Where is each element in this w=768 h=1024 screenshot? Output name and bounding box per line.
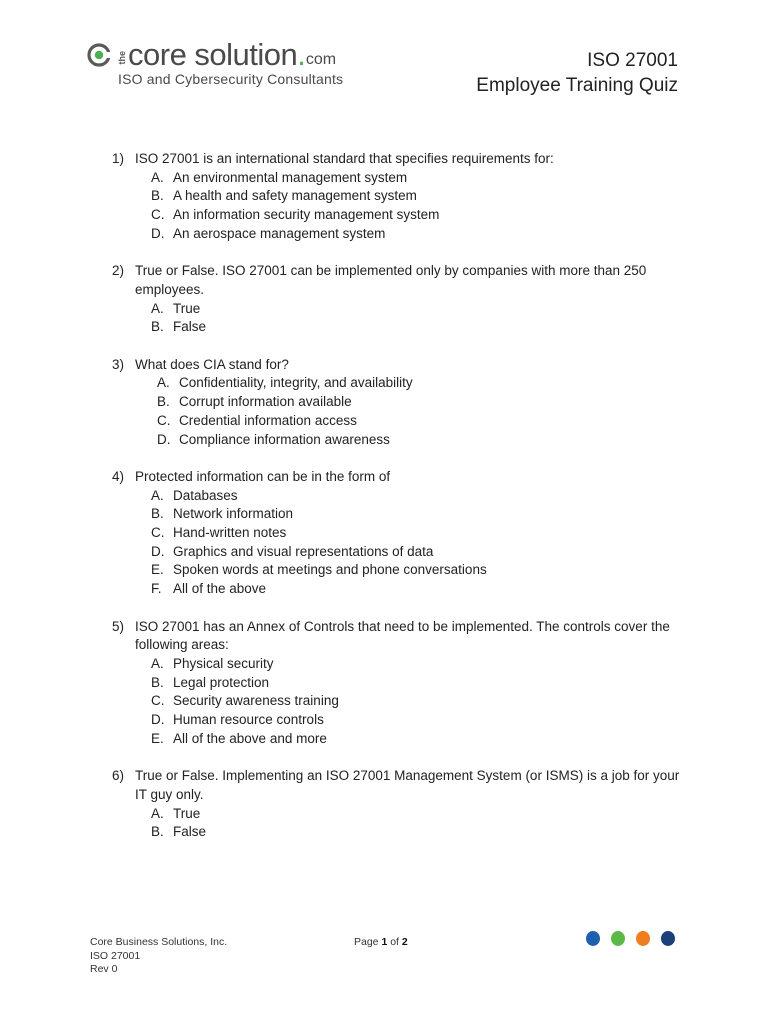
- question-number: 1): [112, 151, 125, 166]
- answer-options: [151, 300, 682, 337]
- option-letter: B.: [157, 394, 170, 410]
- option-text: Graphics and visual representations of data: [173, 543, 434, 559]
- option-letter: E.: [151, 730, 164, 746]
- answer-option: [151, 225, 682, 244]
- answer-options: [151, 805, 682, 842]
- option-letter: D.: [151, 225, 165, 241]
- option-letter: D.: [151, 543, 165, 559]
- option-text: A health and safety management system: [173, 188, 417, 204]
- question-text: Protected information can be in the form of: [135, 468, 391, 484]
- question-2: [112, 262, 682, 337]
- logo-ring-icon: [86, 40, 116, 70]
- option-text: An aerospace management system: [173, 225, 386, 241]
- answer-option: [151, 505, 682, 524]
- title-line-2: Employee Training Quiz: [476, 75, 678, 96]
- option-text: Databases: [173, 487, 238, 503]
- page-prefix: Page: [354, 936, 379, 948]
- option-letter: D.: [157, 431, 171, 447]
- question-3: [112, 356, 682, 450]
- answer-option: [157, 393, 682, 412]
- answer-option: [157, 412, 682, 431]
- option-letter: A.: [151, 300, 164, 316]
- page-current: 1: [381, 936, 388, 948]
- option-text: An environmental management system: [173, 169, 408, 185]
- answer-option: [151, 206, 682, 225]
- option-letter: B.: [151, 506, 164, 522]
- option-text: All of the above and more: [173, 730, 327, 746]
- footer-standard: ISO 27001: [90, 949, 141, 962]
- answer-option: [151, 169, 682, 188]
- answer-option: [151, 580, 682, 599]
- answer-option: [157, 374, 682, 393]
- company-logo: [86, 36, 343, 87]
- option-letter: C.: [151, 525, 165, 541]
- title-line-1: ISO 27001: [587, 50, 678, 71]
- answer-option: [151, 655, 682, 674]
- logo-dot: .: [297, 37, 306, 72]
- answer-option: [157, 431, 682, 450]
- logo-the-text: the: [117, 50, 127, 64]
- option-text: Physical security: [173, 655, 274, 671]
- option-text: True: [173, 300, 201, 316]
- option-letter: A.: [151, 805, 164, 821]
- question-number: 3): [112, 356, 125, 372]
- answer-options: [151, 487, 682, 599]
- answer-options: [151, 169, 682, 244]
- footer-revision: Rev 0: [90, 963, 118, 975]
- answer-option: [151, 187, 682, 206]
- option-letter: B.: [151, 319, 164, 335]
- option-text: Security awareness training: [173, 693, 339, 709]
- question-number: 6): [112, 768, 125, 784]
- option-text: Legal protection: [173, 674, 270, 690]
- answer-option: [151, 823, 682, 842]
- footer-company-info: [90, 936, 227, 977]
- option-text: Compliance information awareness: [179, 431, 390, 447]
- brand-dot-blue: [586, 931, 600, 946]
- option-text: Credential information access: [179, 412, 357, 428]
- option-letter: F.: [151, 581, 162, 597]
- question-1: [112, 150, 682, 244]
- answer-options: [151, 655, 682, 749]
- page-total: 2: [401, 936, 408, 948]
- option-text: Network information: [173, 506, 294, 522]
- question-6: [112, 767, 682, 842]
- option-letter: B.: [151, 674, 164, 690]
- document-title: [476, 48, 678, 98]
- answer-option: [151, 300, 682, 319]
- question-number: 4): [112, 468, 125, 484]
- answer-option: [151, 524, 682, 543]
- option-letter: B.: [151, 824, 164, 840]
- answer-option: [151, 805, 682, 824]
- option-text: Human resource controls: [173, 712, 324, 728]
- answer-option: [151, 730, 682, 749]
- option-letter: C.: [157, 412, 171, 428]
- footer-company: Core Business Solutions, Inc.: [90, 936, 228, 948]
- question-text: ISO 27001 has an Annex of Controls that need to be implemented. The controls cover the following areas:: [135, 618, 670, 653]
- question-text: What does CIA stand for?: [135, 356, 289, 372]
- option-text: Confidentiality, integrity, and availability: [179, 375, 413, 391]
- option-text: An information security management system: [173, 207, 440, 223]
- brand-dot-green: [611, 931, 625, 946]
- option-text: False: [173, 824, 207, 840]
- question-text: ISO 27001 is an international standard that specifies requirements for:: [135, 151, 554, 166]
- brand-dots: [586, 931, 675, 946]
- brand-dot-navy: [661, 931, 675, 946]
- option-letter: E.: [151, 562, 164, 578]
- answer-option: [151, 543, 682, 562]
- answer-option: [151, 674, 682, 693]
- question-number: 2): [112, 263, 125, 279]
- option-letter: D.: [151, 712, 165, 728]
- question-5: [112, 618, 682, 749]
- quiz-questions: [112, 150, 682, 861]
- option-letter: A.: [151, 169, 164, 185]
- logo-brand-text: core solution: [128, 37, 298, 72]
- question-4: [112, 468, 682, 599]
- option-letter: C.: [151, 693, 165, 709]
- answer-option: [151, 692, 682, 711]
- option-text: Corrupt information available: [179, 394, 352, 410]
- answer-option: [151, 711, 682, 730]
- option-letter: B.: [151, 188, 164, 204]
- page-number: [354, 936, 408, 948]
- question-text: True or False. ISO 27001 can be implemented only by companies with more than 250 employees.: [135, 263, 647, 297]
- answer-options: [157, 374, 682, 449]
- question-text: True or False. Implementing an ISO 27001 Management System (or ISMS) is a job for your IT guy only.: [135, 768, 680, 802]
- option-text: False: [173, 319, 207, 335]
- option-text: True: [173, 805, 201, 821]
- brand-dot-orange: [636, 931, 650, 946]
- answer-option: [151, 487, 682, 506]
- option-letter: C.: [151, 207, 165, 223]
- answer-option: [151, 561, 682, 580]
- question-number: 5): [112, 618, 125, 634]
- logo-tagline: ISO and Cybersecurity Consultants: [118, 71, 344, 87]
- option-letter: A.: [151, 655, 164, 671]
- option-text: All of the above: [173, 581, 267, 597]
- logo-com-text: com: [305, 51, 337, 68]
- option-text: Spoken words at meetings and phone conversations: [173, 562, 487, 578]
- page-of: of: [390, 936, 399, 948]
- option-letter: A.: [151, 487, 164, 503]
- option-text: Hand-written notes: [173, 525, 287, 541]
- answer-option: [151, 318, 682, 337]
- option-letter: A.: [157, 375, 170, 391]
